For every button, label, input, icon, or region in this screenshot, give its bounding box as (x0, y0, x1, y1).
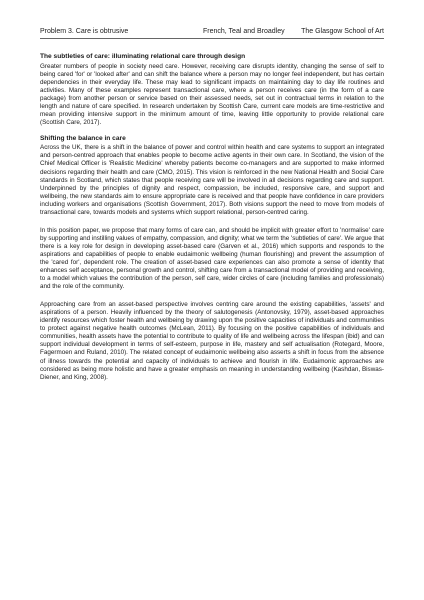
section-heading-shifting-balance: Shifting the balance in care (40, 134, 126, 142)
header-problem-title: Problem 3. Care is obtrusive (40, 28, 129, 35)
header-authors: French, Teal and Broadley (203, 28, 285, 35)
paragraph-shifting-balance-3: Approaching care from an asset-based perspective involves centring care around the existing capabilities, 'assets' and aspirations of a person. Heavily influenced by the theory of salutogenesis (Antonovsky, 1979), asset-based approaches identify resources which foster health and wellbeing by drawing upon the positive capacities of individuals and communities to protect against negative health outcomes (McLean, 2011). By focusing on the positive capabilities of individuals and communities, health assets have the potential to contribute to quality of life and wellbeing across the lifespan (ibid) and can support individual development in terms of self-esteem, purpose in life, mastery and self actualisation (Rotegard, Moore, Fagermoen and Ruland, 2010). The related concept of eudaimonic wellbeing also asserts a shift in focus from the absence of illness towards the potential and capacity of individuals to achieve and flourish in life. Eudaimonic approaches are considered as being more holistic and have a greater emphasis on meaning in understanding wellbeing (Kashdan, Biswas-Diener, and King, 2008). (40, 301, 384, 381)
paragraph-shifting-balance-1: Across the UK, there is a shift in the balance of power and control within health and care systems to support an integrated and person-centred approach that enables people to become active agents in their own care. In Scotland, the vision of the Chief Medical Officer is 'Realistic Medicine' whereby patients become co-managers and are supported to make informed decisions regarding their health and care (CMO, 2015). This vision is reinforced in the new National Health and Social Care standards in Scotland, which states that people receiving care will be involved in all decisions regarding care and support. Underpinned by the principles of dignity and respect, compassion, be included, responsive care, and support and wellbeing, the new standards aim to ensure appropriate care is received and that people have confidence in care providers including workers and organisations (Scottish Government, 2017). Both visions support the need to move from models of transactional care, towards models and systems which support relational, person-centred caring. (40, 144, 384, 216)
running-header (40, 26, 384, 39)
section-heading-subtleties: The subtleties of care: illuminating relational care through design (40, 53, 246, 60)
document-body (40, 53, 384, 392)
paragraph-subtleties: Greater numbers of people in society need care. However, receiving care disrupts identity, changing the sense of self to being cared 'for' or 'looked after' and can shift the balance where a person may no longer feel independent, but has certain dependencies in their everyday life. These may lead to significant impacts on maintaining day to day life routines and activities. Many of these examples represent transactional care, where a person receives care (in the form of a care package) from another person or service based on their assessed needs, set out in contractual terms in relation to the length and nature of care specified. In research undertaken by Scottish Care, current care models are time-restrictive and mean providing intensive support in the minimum amount of time, leaving little opportunity to provide relational care (Scottish Care, 2017). (40, 62, 384, 126)
paragraph-shifting-balance-2: In this position paper, we propose that many forms of care can, and should be implicit with greater effort to 'normalise' care by supporting and instilling values of empathy, compassion, and dignity; what we term the 'subtleties of care'. We argue that there is a key role for design in developing asset-based care (Garven et al., 2016) which supports and responds to the aspirations and capabilities of people to enable eudaimonic wellbeing (human flourishing) and prevent the assumption of the 'cared for', dependent role. The creation of asset-based care experiences can also promote a sense of identity that enhances self acceptance, personal growth and control, shifting care from a transactional model of providing and receiving, to a model which values the contribution of the person, self care, wider circles of care (including families and professionals) and the role of the community. (40, 226, 384, 291)
header-institution: The Glasgow School of Art (301, 28, 384, 35)
